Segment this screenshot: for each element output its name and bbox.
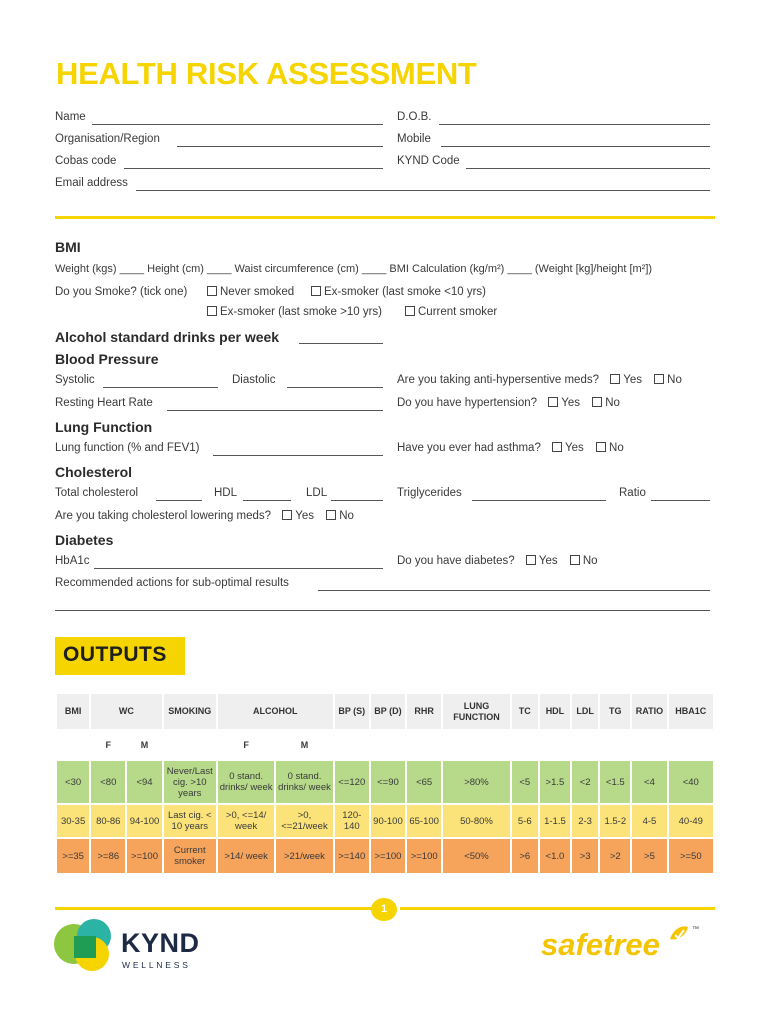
checkbox-icon[interactable] bbox=[570, 555, 580, 565]
hdl-label: HDL bbox=[214, 487, 238, 499]
subheader-cell: F bbox=[218, 731, 274, 759]
cobas-field[interactable] bbox=[124, 168, 383, 169]
bp-meds-no[interactable]: No bbox=[654, 374, 682, 386]
kynd-logo-text: KYND bbox=[121, 928, 200, 958]
smoke-option-current[interactable]: Current smoker bbox=[405, 306, 497, 318]
diastolic-label: Diastolic bbox=[232, 374, 276, 386]
subheader-cell bbox=[335, 731, 369, 759]
table-cell: 90-100 bbox=[371, 805, 405, 837]
checkbox-icon[interactable] bbox=[548, 397, 558, 407]
subheader-cell bbox=[371, 731, 405, 759]
header-cell: BMI bbox=[57, 694, 89, 729]
table-cell: 30-35 bbox=[57, 805, 89, 837]
kynd-logo-icon bbox=[52, 914, 118, 974]
total-chol-label: Total cholesterol bbox=[55, 487, 139, 499]
table-cell: <=90 bbox=[371, 761, 405, 803]
organisation-field[interactable] bbox=[177, 146, 383, 147]
subheader-cell bbox=[164, 731, 216, 759]
email-field[interactable] bbox=[136, 190, 710, 191]
organisation-label: Organisation/Region bbox=[55, 133, 160, 145]
table-cell: 5-6 bbox=[512, 805, 538, 837]
subheader-cell: M bbox=[276, 731, 332, 759]
table-cell: 80-86 bbox=[91, 805, 125, 837]
footer-divider-left bbox=[55, 907, 373, 910]
bmi-heading: BMI bbox=[55, 239, 81, 255]
bmi-measurements: Weight (kgs) ____ Height (cm) ____ Waist circumference (cm) ____ BMI Calculation (kg/m²) ____ (Weight [kg]/height [m²]) bbox=[55, 263, 653, 275]
subheader-cell: F bbox=[91, 731, 125, 759]
hypertension-question: Do you have hypertension? Yes No bbox=[397, 397, 620, 409]
triglycerides-label: Triglycerides bbox=[397, 487, 462, 499]
table-cell: >=100 bbox=[371, 839, 405, 873]
smoke-option-never[interactable]: Never smoked bbox=[207, 286, 294, 298]
kynd-logo-subtitle: WELLNESS bbox=[122, 960, 191, 970]
table-cell: <50% bbox=[443, 839, 509, 873]
kynd-code-label: KYND Code bbox=[397, 155, 460, 167]
table-cell: >3 bbox=[572, 839, 598, 873]
table-cell: <65 bbox=[407, 761, 441, 803]
subheader-cell: M bbox=[127, 731, 161, 759]
recommended-field[interactable] bbox=[318, 590, 710, 591]
smoke-option-ex-recent[interactable]: Ex-smoker (last smoke <10 yrs) bbox=[311, 286, 486, 298]
table-cell: Current smoker bbox=[164, 839, 216, 873]
hba1c-field[interactable] bbox=[94, 568, 383, 569]
name-label: Name bbox=[55, 111, 86, 123]
checkbox-icon[interactable] bbox=[592, 397, 602, 407]
cobas-label: Cobas code bbox=[55, 155, 117, 167]
smoke-option-ex-long[interactable]: Ex-smoker (last smoke >10 yrs) bbox=[207, 306, 382, 318]
hypertension-yes[interactable]: Yes bbox=[548, 397, 580, 409]
systolic-field[interactable] bbox=[103, 387, 218, 388]
asthma-no[interactable]: No bbox=[596, 442, 624, 454]
diabetes-no[interactable]: No bbox=[570, 555, 598, 567]
table-cell: 50-80% bbox=[443, 805, 509, 837]
outputs-heading-box bbox=[55, 637, 185, 675]
table-cell: Never/Last cig. >10 years bbox=[164, 761, 216, 803]
hypertension-no[interactable]: No bbox=[592, 397, 620, 409]
trademark-mark: ™ bbox=[692, 926, 699, 933]
page-number: 1 bbox=[371, 898, 397, 921]
triglycerides-field[interactable] bbox=[472, 500, 606, 501]
header-cell: TG bbox=[600, 694, 630, 729]
recommended-label: Recommended actions for sub-optimal results bbox=[55, 577, 289, 589]
asthma-yes[interactable]: Yes bbox=[552, 442, 584, 454]
outputs-row-optimal bbox=[57, 761, 713, 803]
table-cell: >2 bbox=[600, 839, 630, 873]
alcohol-heading: Alcohol standard drinks per week bbox=[55, 329, 280, 345]
ratio-label: Ratio bbox=[619, 487, 646, 499]
table-cell: >=100 bbox=[127, 839, 161, 873]
ldl-label: LDL bbox=[306, 487, 328, 499]
table-cell: <1.5 bbox=[600, 761, 630, 803]
outputs-subheader-row bbox=[57, 731, 713, 759]
subheader-cell bbox=[407, 731, 441, 759]
safetree-logo: safetree bbox=[541, 927, 660, 962]
header-cell: WC bbox=[91, 694, 161, 729]
table-cell: 1-1.5 bbox=[540, 805, 570, 837]
header-cell: LDL bbox=[572, 694, 598, 729]
table-cell: 4-5 bbox=[632, 805, 666, 837]
checkbox-icon[interactable] bbox=[326, 510, 336, 520]
checkbox-icon[interactable] bbox=[654, 374, 664, 384]
alcohol-field[interactable] bbox=[299, 343, 383, 344]
outputs-row-moderate bbox=[57, 805, 713, 837]
kynd-code-field[interactable] bbox=[466, 168, 710, 169]
checkbox-icon[interactable] bbox=[610, 374, 620, 384]
table-cell: >80% bbox=[443, 761, 509, 803]
table-cell: <40 bbox=[669, 761, 713, 803]
lung-label: Lung function (% and FEV1) bbox=[55, 442, 200, 454]
table-cell: 120-140 bbox=[335, 805, 369, 837]
rhr-field[interactable] bbox=[167, 410, 383, 411]
table-cell: 94-100 bbox=[127, 805, 161, 837]
table-cell: 0 stand. drinks/ week bbox=[218, 761, 274, 803]
bp-meds-question: Are you taking anti-hypersentive meds? Yes No bbox=[397, 374, 682, 386]
header-cell: TC bbox=[512, 694, 538, 729]
header-cell: BP (S) bbox=[335, 694, 369, 729]
outputs-heading: OUTPUTS bbox=[63, 643, 167, 666]
subheader-cell bbox=[572, 731, 598, 759]
subheader-cell bbox=[669, 731, 713, 759]
table-cell: >=86 bbox=[91, 839, 125, 873]
table-cell: 65-100 bbox=[407, 805, 441, 837]
chol-meds-question: Are you taking cholesterol lowering meds? Yes No bbox=[55, 510, 354, 522]
checkbox-icon[interactable] bbox=[526, 555, 536, 565]
checkbox-icon[interactable] bbox=[207, 286, 217, 296]
outputs-table bbox=[55, 692, 715, 875]
mobile-field[interactable] bbox=[441, 146, 710, 147]
checkbox-icon[interactable] bbox=[207, 306, 217, 316]
diastolic-field[interactable] bbox=[287, 387, 383, 388]
dob-field[interactable] bbox=[439, 124, 710, 125]
diabetes-heading: Diabetes bbox=[55, 532, 114, 548]
mobile-label: Mobile bbox=[397, 133, 431, 145]
table-cell: <30 bbox=[57, 761, 89, 803]
diabetes-yes[interactable]: Yes bbox=[526, 555, 558, 567]
hdl-field[interactable] bbox=[243, 500, 291, 501]
table-cell: <80 bbox=[91, 761, 125, 803]
table-cell: >5 bbox=[632, 839, 666, 873]
bp-meds-yes[interactable]: Yes bbox=[610, 374, 642, 386]
table-cell: >21/week bbox=[276, 839, 332, 873]
subheader-cell bbox=[632, 731, 666, 759]
asthma-question: Have you ever had asthma? Yes No bbox=[397, 442, 624, 454]
table-cell: 40-49 bbox=[669, 805, 713, 837]
diabetes-question: Do you have diabetes? Yes No bbox=[397, 555, 598, 567]
table-cell: >0, <=21/week bbox=[276, 805, 332, 837]
header-cell: HBA1C bbox=[669, 694, 713, 729]
header-cell: SMOKING bbox=[164, 694, 216, 729]
checkbox-icon[interactable] bbox=[282, 510, 292, 520]
header-cell: ALCOHOL bbox=[218, 694, 333, 729]
subheader-cell bbox=[57, 731, 89, 759]
table-cell: <4 bbox=[632, 761, 666, 803]
safetree-leaf-icon bbox=[668, 925, 690, 943]
subheader-cell bbox=[443, 731, 509, 759]
header-cell: HDL bbox=[540, 694, 570, 729]
subheader-cell bbox=[512, 731, 538, 759]
header-cell: RATIO bbox=[632, 694, 666, 729]
table-cell: 0 stand. drinks/ week bbox=[276, 761, 332, 803]
table-cell: >=100 bbox=[407, 839, 441, 873]
subheader-cell bbox=[600, 731, 630, 759]
outputs-header-row bbox=[57, 694, 713, 729]
table-cell: >14/ week bbox=[218, 839, 274, 873]
outputs-row-high bbox=[57, 839, 713, 873]
table-cell: <94 bbox=[127, 761, 161, 803]
dob-label: D.O.B. bbox=[397, 111, 432, 123]
cholesterol-heading: Cholesterol bbox=[55, 464, 133, 480]
lung-heading: Lung Function bbox=[55, 419, 153, 435]
table-cell: >=50 bbox=[669, 839, 713, 873]
table-cell: <2 bbox=[572, 761, 598, 803]
checkbox-icon[interactable] bbox=[552, 442, 562, 452]
checkbox-icon[interactable] bbox=[596, 442, 606, 452]
chol-meds-no[interactable]: No bbox=[326, 510, 354, 522]
chol-meds-yes[interactable]: Yes bbox=[282, 510, 314, 522]
bp-heading: Blood Pressure bbox=[55, 351, 159, 367]
table-cell: >=35 bbox=[57, 839, 89, 873]
name-field[interactable] bbox=[92, 124, 383, 125]
systolic-label: Systolic bbox=[55, 374, 95, 386]
smoke-question: Do you Smoke? (tick one) bbox=[55, 286, 188, 298]
hba1c-label: HbA1c bbox=[55, 555, 90, 567]
lung-field[interactable] bbox=[213, 455, 383, 456]
table-cell: 2-3 bbox=[572, 805, 598, 837]
header-cell: LUNG FUNCTION bbox=[443, 694, 509, 729]
email-label: Email address bbox=[55, 177, 128, 189]
footer-divider-right bbox=[400, 907, 715, 910]
checkbox-icon[interactable] bbox=[405, 306, 415, 316]
total-chol-field[interactable] bbox=[156, 500, 202, 501]
table-cell: >1.5 bbox=[540, 761, 570, 803]
header-cell: BP (D) bbox=[371, 694, 405, 729]
header-cell: RHR bbox=[407, 694, 441, 729]
recommended-field-2[interactable] bbox=[55, 610, 710, 611]
table-cell: >0, <=14/ week bbox=[218, 805, 274, 837]
checkbox-icon[interactable] bbox=[311, 286, 321, 296]
page-title: HEALTH RISK ASSESSMENT bbox=[56, 56, 477, 91]
table-cell: >=140 bbox=[335, 839, 369, 873]
ldl-field[interactable] bbox=[331, 500, 383, 501]
table-cell: <=120 bbox=[335, 761, 369, 803]
section-divider bbox=[55, 216, 715, 219]
table-cell: <5 bbox=[512, 761, 538, 803]
table-cell: Last cig. < 10 years bbox=[164, 805, 216, 837]
table-cell: 1.5-2 bbox=[600, 805, 630, 837]
rhr-label: Resting Heart Rate bbox=[55, 397, 153, 409]
table-cell: >6 bbox=[512, 839, 538, 873]
ratio-field[interactable] bbox=[651, 500, 710, 501]
subheader-cell bbox=[540, 731, 570, 759]
table-cell: <1.0 bbox=[540, 839, 570, 873]
